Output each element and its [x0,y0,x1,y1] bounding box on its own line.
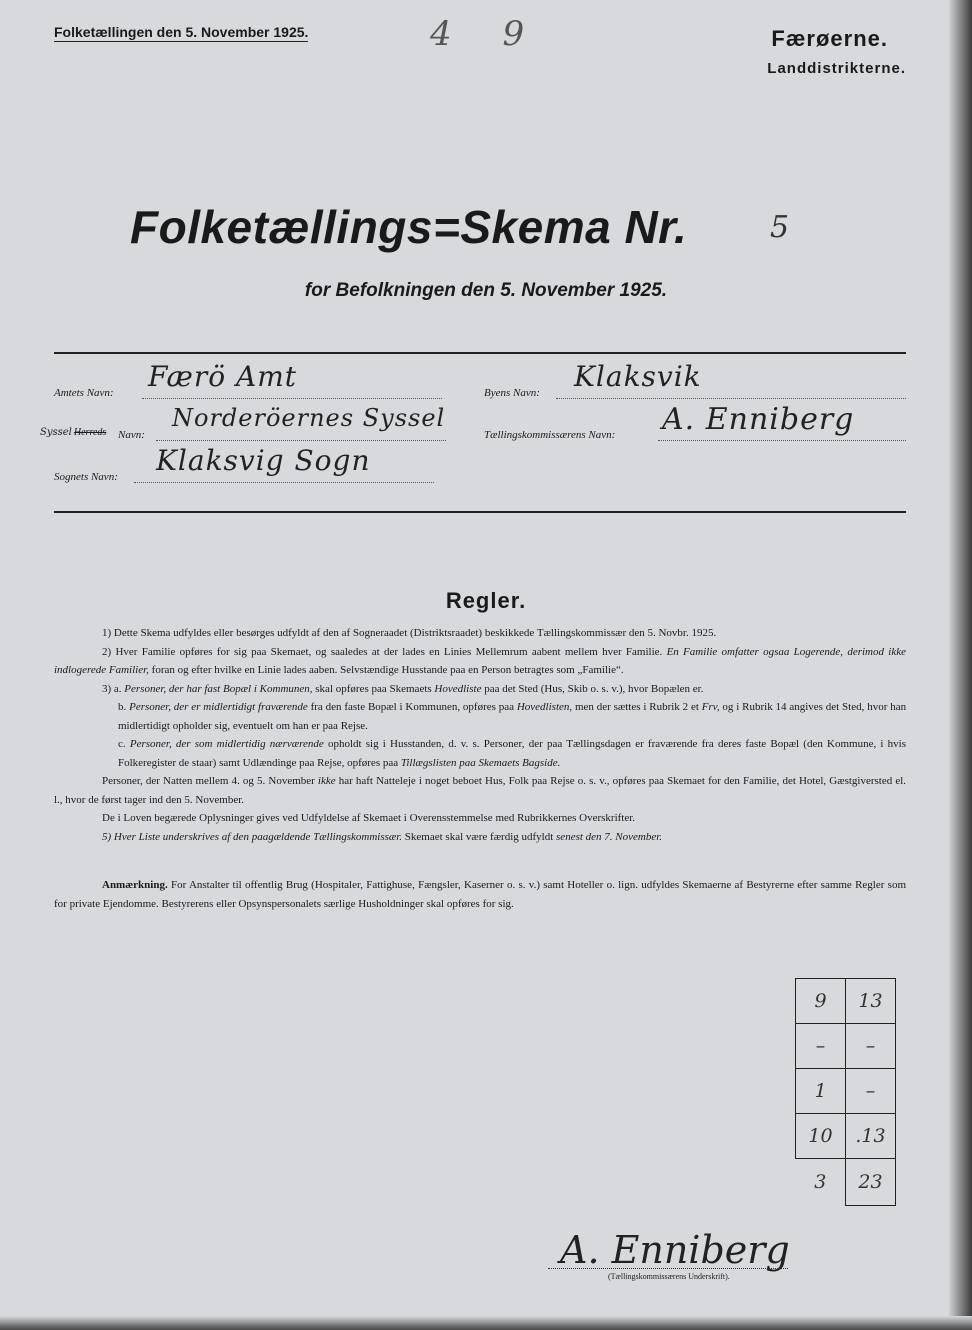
rule-3b-em3: Frv, [701,701,720,713]
form-subtitle: for Befolkningen den 5. November 1925. [304,280,668,301]
rule-4-text2: har haft Natteleje i noget beboet Hus, Folk paa Rejse o. s. v., opføres paa Skemaet for den Familie, det Hotel, Gæstgiversted el. l., hvor de først tager ind den 5. November. [54,775,907,806]
rule-1: 1) Dette Skema udfyldes eller besørges udfyldt af den af Sogneraadet (Distriktsraadet) beskikkede Tællingskommissær den 5. Novbr. 1925. [102,627,717,639]
tally-cell: 1 [796,1069,846,1114]
rule-3b-num: b. [118,701,127,713]
note-text: For Anstalter til offentlig Brug (Hospitaler, Fattighuse, Fængsler, Kaserner o. s. v.) samt Hoteller o. lign. udfyldes Skemaerne af Bestyrerne efter samme Regler som for private Ejendomme. Bestyrerens eller Opsynspersonalets særlige Husholdninger skal opføres for sig. [54,879,907,910]
tally-row-total [796,1159,896,1206]
rule-3c-em2: Tillægslisten paa Skemaets Bagside. [400,756,561,769]
syssel-label: Navn: [118,429,145,441]
rule-4-em: ikke [317,775,336,787]
signature-caption: (Tællingskommissærens Underskrift). [608,1272,730,1281]
rule-6 [54,828,906,847]
rule-3b-em2: Hovedlisten, [516,701,573,713]
sogn-label: Sognets Navn: [54,471,118,483]
divider-bottom [54,511,906,513]
tally-cell: 13 [846,979,896,1024]
tally-cell: – [846,1024,896,1069]
rule-3a-num: 3) a. [102,682,122,695]
archive-handwritten-mark: 4 9 [430,14,545,54]
rule-3a-text2: paa det Sted (Hus, Skib o. s. v.), hvor Bopælen er. [484,682,704,695]
amt-line [142,398,442,399]
amt-value: Færö Amt [148,360,298,393]
form-title: Folketællings=Skema Nr. [130,201,688,253]
byen-line [556,398,906,399]
tally-cell: – [846,1069,896,1114]
rule-3b-text: fra den faste Bopæl i Kommunen, opføres paa [310,701,514,713]
tally-cell: 10 [796,1114,846,1159]
rule-2-part-a: 2) Hver Familie opføres for sig paa Skemaet, og saaledes at der lades en Linies Mellemrum aabent mellem hver Familie. [102,645,663,658]
rule-2-part-b: En Familie omfatter ogsaa Logerende, derimod ikke indlogerede Familier, [54,645,906,676]
rule-4-text: Personer, der Natten mellem 4. og 5. November [102,775,315,787]
rule-6-em2: senest den 7. November. [556,830,663,843]
signature: A. Enniberg [560,1228,790,1272]
syssel-label-prefix [40,427,106,438]
rule-2-part-c: foran og efter hvilke en Linie lades aaben. Selvstændige Husstande paa en Person betragtes som „Familie“. [151,664,624,676]
kommissaer-line [658,440,906,441]
rule-3a-em2: Hovedliste [434,682,482,695]
rules-body [54,624,906,846]
tally-row [796,979,896,1024]
tally-cell: .13 [846,1114,896,1159]
rule-5: De i Loven begærede Oplysninger gives ved Udfyldelse af Skemaet i Overensstemmelse med Rubrikkernes Overskrifter. [102,812,636,824]
tally-row [796,1069,896,1114]
scan-edge-bottom [0,1316,972,1330]
byen-label: Byens Navn: [484,387,540,399]
region-title: Færøerne. [771,26,888,51]
kommissaer-value: A. Enniberg [662,402,855,437]
rule-3c-num: c. [118,738,126,750]
sogn-value: Klaksvig Sogn [156,444,371,477]
syssel-line [156,440,446,441]
tally-cell: – [796,1024,846,1069]
syssel-label-struck: Herreds [73,427,107,438]
rule-3a-em: Personer, der har fast Bopæl i Kommunen, [124,682,313,695]
rule-3c-em: Personer, der som midlertidig nærværende [129,738,324,750]
tally-row [796,1024,896,1069]
rule-3b-text3: og i Rubrik 14 angives det Sted, hvor han midlertidigt opholder sig, eventuelt om han er paa Rejse. [118,701,907,732]
tally-table [795,978,896,1206]
note-label: Anmærkning. [102,879,168,891]
tally-row [796,1114,896,1159]
rule-3c [54,735,906,772]
rule-3a [54,680,906,699]
signature-line [548,1268,788,1269]
rule-3b-em: Personer, der er midlertidigt fraværende [129,701,308,713]
rule-6-em: 5) Hver Liste underskrives af den paagældende Tællingskommissær. [102,830,403,843]
amt-label: Amtets Navn: [54,387,114,399]
census-date-header: Folketællingen den 5. November 1925. [54,24,309,40]
form-number: 5 [770,210,790,245]
divider-top [54,352,906,354]
syssel-label-handwritten: Syssel [40,427,72,438]
tally-cell: 3 [814,1171,827,1194]
byen-value: Klaksvik [574,360,702,393]
tally-cell: 23 [846,1159,896,1206]
kommissaer-label: Tællingskommissærens Navn: [484,429,616,441]
rules-heading: Regler. [445,588,527,613]
rule-3a-text: skal opføres paa Skemaets [315,682,432,695]
rule-6-text: Skemaet skal være færdig udfyldt [404,830,554,843]
tally-cell: 9 [796,979,846,1024]
syssel-value: Norderöernes Syssel [172,404,446,432]
rule-2 [54,643,906,680]
rule-3c-text: opholdt sig i Husstanden, d. v. s. Personer, der paa Tællingsdagen er fraværende fra deres faste Bopæl (den Kommune, i hvis Folkeregister de staar) samt Udlændinge paa Rejse, opføres paa [118,738,907,769]
rule-3b-text2: men der sættes i Rubrik 2 et [574,701,699,713]
sogn-line [134,482,434,483]
region-subtitle: Landdistrikterne. [767,60,906,77]
scan-edge-right [948,0,972,1330]
rule-3b [54,698,906,735]
note-paragraph [54,876,906,913]
rule-4 [54,772,906,809]
